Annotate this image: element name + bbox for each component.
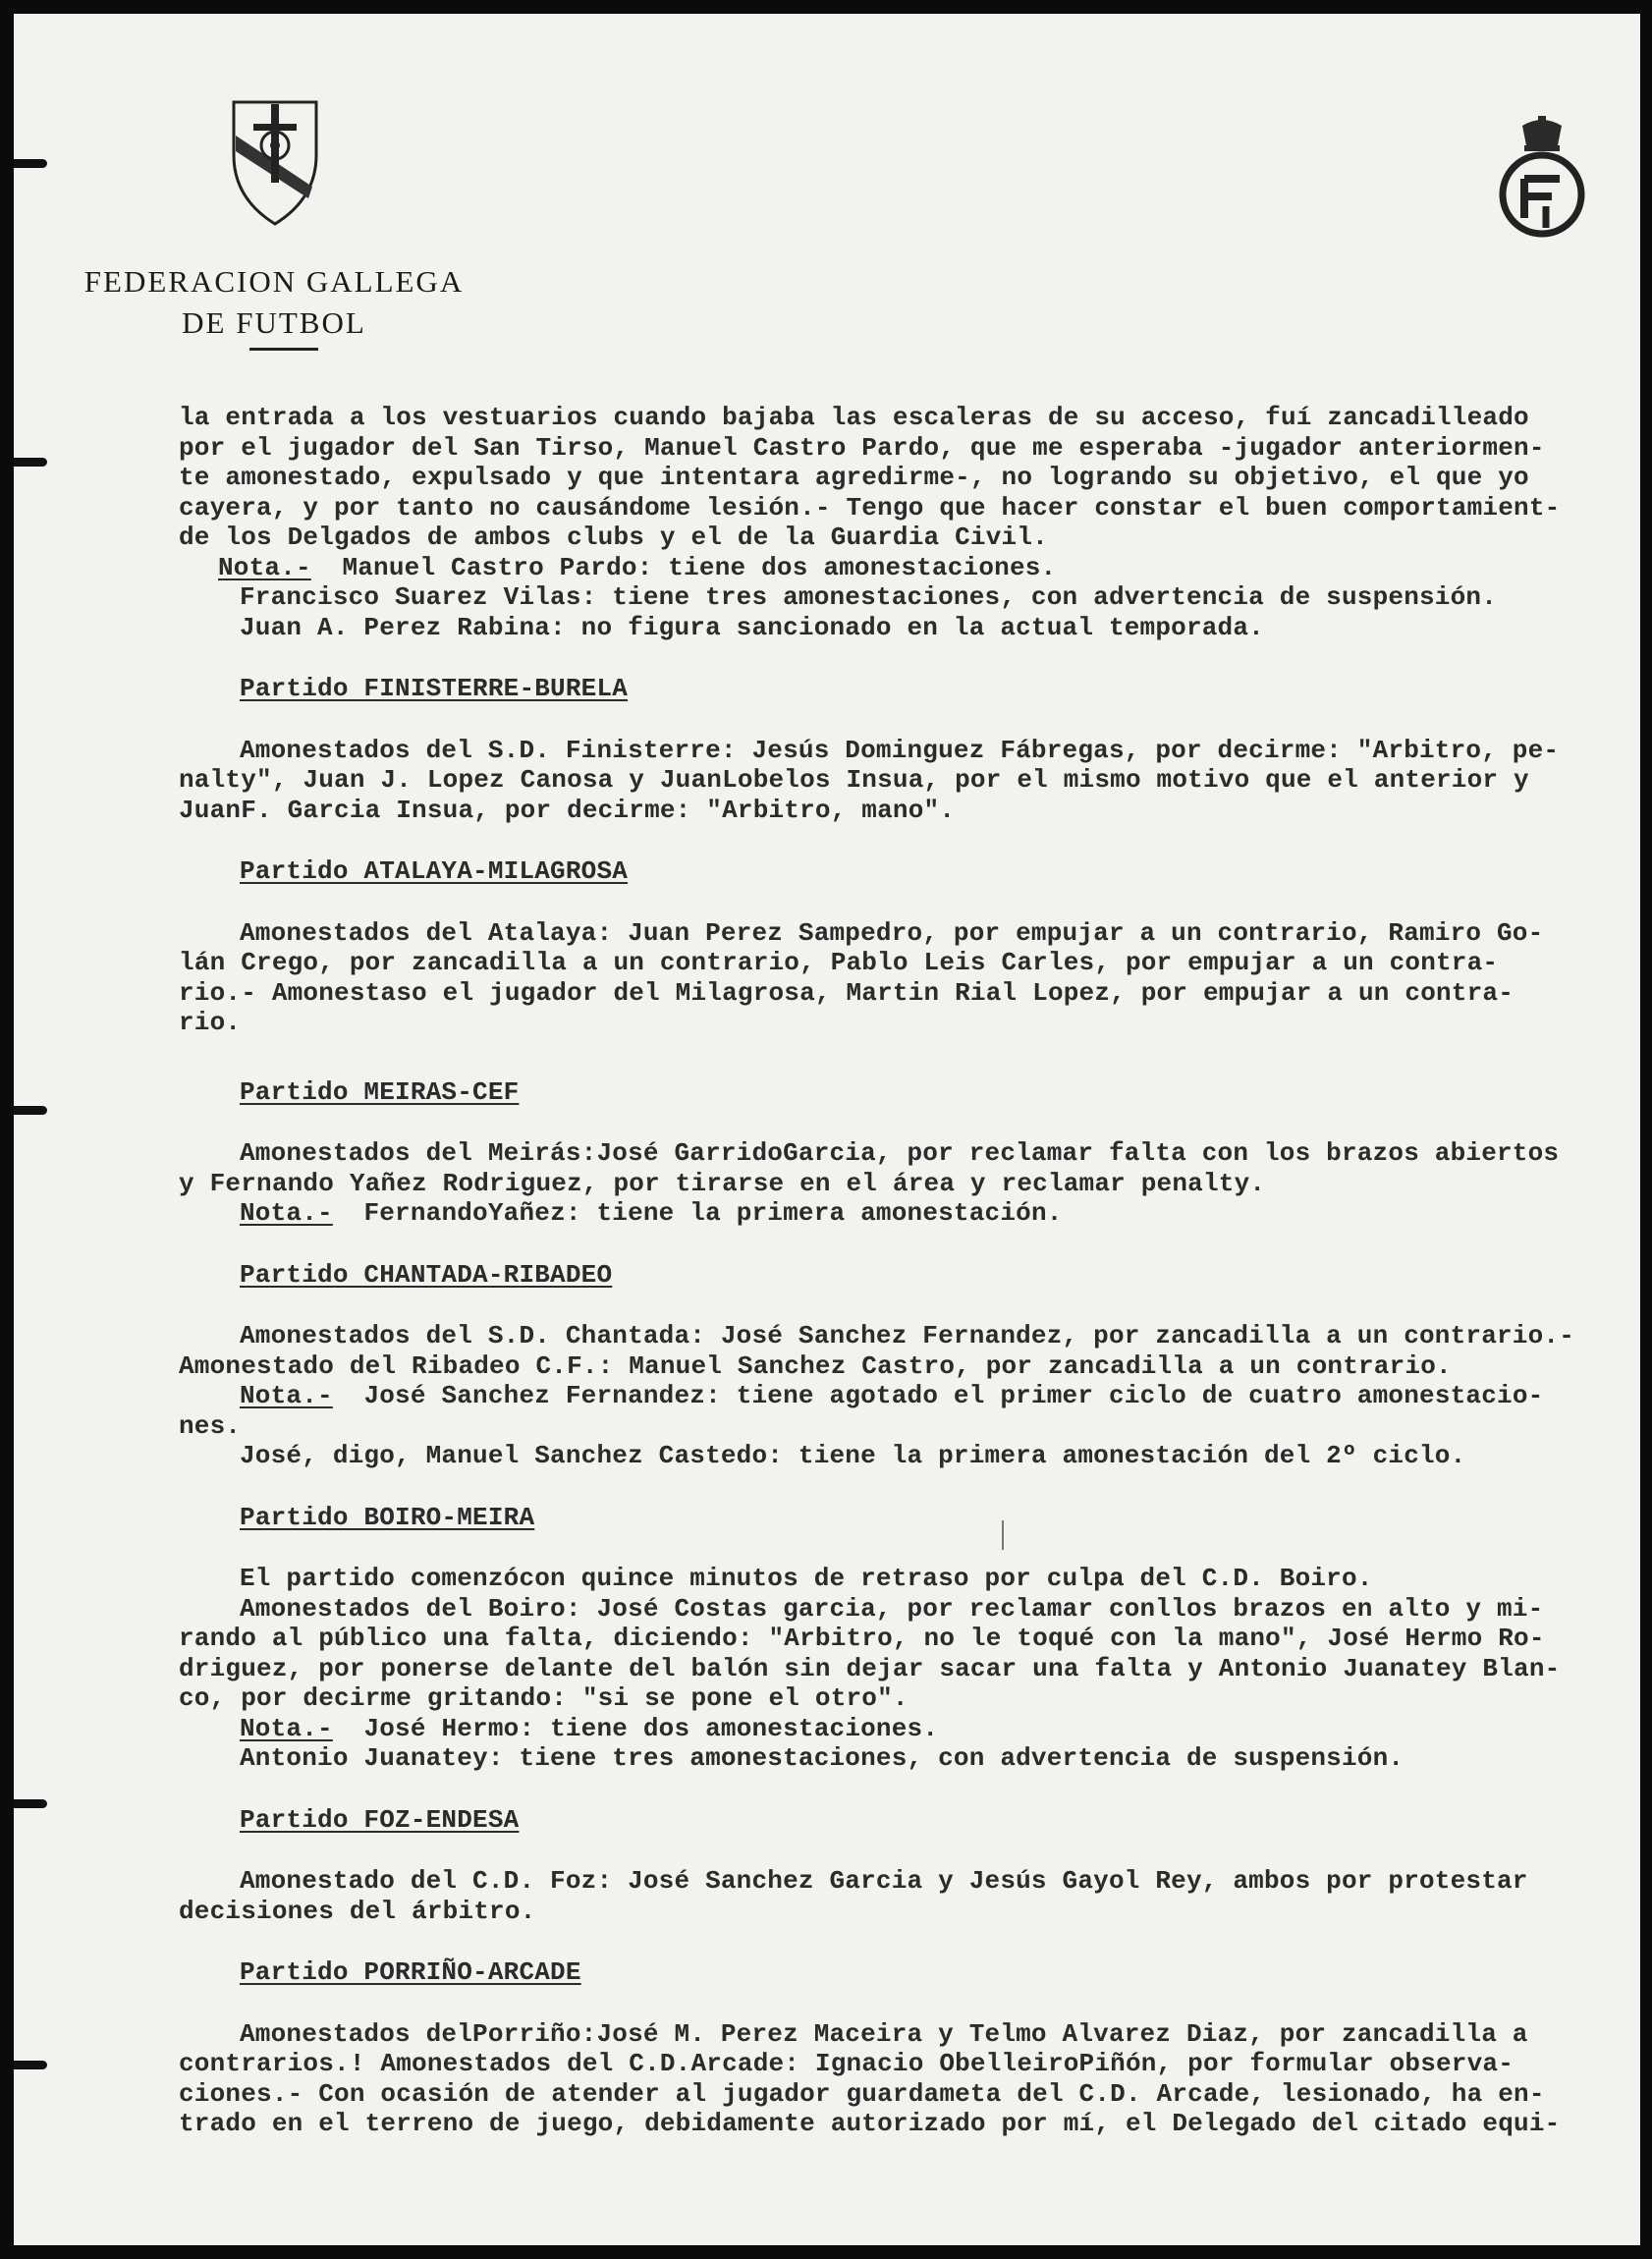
fef-crown-emblem bbox=[1495, 116, 1589, 242]
match-line: nalty", Juan J. Lopez Canosa y JuanLobelos Insua, por el mismo motivo que el anterior y bbox=[179, 765, 1529, 795]
federation-shield-logo bbox=[228, 96, 322, 230]
punch-hole bbox=[14, 1106, 47, 1115]
note-text: Manuel Castro Pardo: tiene dos amonestaciones. bbox=[342, 552, 1057, 582]
match-line: rio.- Amonestaso el jugador del Milagrosa, Martin Rial Lopez, por empujar a un contra- bbox=[179, 977, 1514, 1008]
note-label: Nota.- bbox=[218, 552, 311, 582]
match-heading-foz-endesa: Partido FOZ-ENDESA bbox=[240, 1804, 520, 1835]
match-line: trado en el terreno de juego, debidamente autorizado por mí, el Delegado del citado equi- bbox=[179, 2109, 1561, 2138]
match-line: Amonestados del Meirás:José GarridoGarcia, por reclamar falta con los brazos abiertos bbox=[240, 1138, 1560, 1168]
intro-note bbox=[179, 553, 1623, 583]
match-heading-finisterre-burela: Partido FINISTERRE-BURELA bbox=[240, 674, 629, 703]
note-text: FernandoYañez: tiene la primera amonestación. bbox=[363, 1198, 1063, 1228]
match-heading-porrino-arcade: Partido PORRIÑO-ARCADE bbox=[240, 1957, 581, 1987]
match-line: rando al público una falta, diciendo: "Arbitro, no le toqué con la mano", José Hermo Ro- bbox=[179, 1624, 1545, 1653]
intro-note-line: Juan A. Perez Rabina: no figura sancionado en la actual temporada. bbox=[240, 612, 1264, 642]
intro-line: cayera, y por tanto no causándome lesión.- Tengo que hacer constar el buen comportamient- bbox=[179, 492, 1561, 523]
match-heading-atalaya-milagrosa: Partido ATALAYA-MILAGROSA bbox=[240, 856, 629, 886]
intro-line: la entrada a los vestuarios cuando bajaba las escaleras de su acceso, fuí zancadilleado bbox=[179, 403, 1529, 432]
match-line: Amonestados del S.D. Chantada: José Sanchez Fernandez, por zancadilla a un contrario.- bbox=[240, 1321, 1575, 1350]
match-line: Amonestados delPorriño:José M. Perez Maceira y Telmo Alvarez Diaz, por zancadilla a bbox=[240, 2018, 1528, 2049]
intro-line: de los Delgados de ambos clubs y el de la Guardia Civil. bbox=[179, 523, 1048, 552]
match-note-line: José, digo, Manuel Sanchez Castedo: tiene la primera amonestación del 2º ciclo. bbox=[240, 1441, 1466, 1470]
match-line: lán Crego, por zancadilla a un contrario, Pablo Leis Carles, por empujar a un contra- bbox=[179, 948, 1499, 977]
note-label: Nota.- bbox=[240, 1198, 333, 1228]
federation-name bbox=[73, 261, 475, 344]
match-line: driguez, por ponerse delante del balón sin dejar sacar una falta y Antonio Juanatey Blan- bbox=[179, 1653, 1561, 1683]
match-line: JuanF. Garcia Insua, por decirme: "Arbitro, mano". bbox=[179, 795, 956, 825]
match-line: decisiones del árbitro. bbox=[179, 1896, 536, 1926]
punch-hole bbox=[14, 159, 47, 168]
match-line: y Fernando Yañez Rodriguez, por tirarse en el área y reclamar penalty. bbox=[179, 1168, 1266, 1198]
match-heading-chantada-ribadeo: Partido CHANTADA-RIBADEO bbox=[240, 1259, 613, 1290]
federation-name-line-1: FEDERACION GALLEGA bbox=[83, 264, 465, 299]
match-line: ciones.- Con ocasión de atender al jugador guardameta del C.D. Arcade, lesionado, ha en- bbox=[179, 2078, 1545, 2109]
match-line: contrarios.! Amonestados del C.D.Arcade: Ignacio ObelleiroPiñón, por formular observa- bbox=[179, 2049, 1514, 2078]
match-line: El partido comenzócon quince minutos de retraso por culpa del C.D. Boiro. bbox=[240, 1564, 1373, 1593]
match-line: Amonestados del Boiro: José Costas garcia, por reclamar conllos brazos en alto y mi- bbox=[240, 1593, 1544, 1624]
document-page bbox=[14, 14, 1640, 2245]
match-line: Amonestados del S.D. Finisterre: Jesús Dominguez Fábregas, por decirme: "Arbitro, pe- bbox=[240, 735, 1560, 765]
intro-note-line: Francisco Suarez Vilas: tiene tres amonestaciones, con advertencia de suspensión. bbox=[240, 582, 1498, 612]
match-note bbox=[179, 1381, 1623, 1411]
punch-hole bbox=[14, 1799, 47, 1808]
match-line: Amonestado del C.D. Foz: José Sanchez Garcia y Jesús Gayol Rey, ambos por protestar bbox=[240, 1866, 1528, 1896]
note-text: José Hermo: tiene dos amonestaciones. bbox=[363, 1713, 939, 1743]
match-note bbox=[179, 1714, 1623, 1744]
intro-line: te amonestado, expulsado y que intentara agredirme-, no logrando su objetivo, el que yo bbox=[179, 463, 1529, 492]
header-divider bbox=[249, 348, 318, 351]
punch-hole bbox=[14, 2061, 47, 2069]
note-label: Nota.- bbox=[240, 1381, 333, 1410]
match-note-line: nes. bbox=[179, 1410, 242, 1441]
match-heading-meiras-cef: Partido MEIRAS-CEF bbox=[240, 1076, 520, 1107]
match-note-line: Antonio Juanatey: tiene tres amonestaciones, con advertencia de suspensión. bbox=[240, 1743, 1404, 1773]
federation-name-line-2: DE FUTBOL bbox=[182, 305, 366, 340]
report-body bbox=[179, 403, 1623, 2139]
match-line: Amonestados del Atalaya: Juan Perez Sampedro, por empujar a un contrario, Ramiro Go- bbox=[240, 917, 1544, 948]
note-label: Nota.- bbox=[240, 1713, 333, 1743]
match-heading-boiro-meira: Partido BOIRO-MEIRA bbox=[240, 1502, 535, 1532]
match-line: co, por decirme gritando: "si se pone el otro". bbox=[179, 1683, 909, 1713]
intro-line: por el jugador del San Tirso, Manuel Castro Pardo, que me esperaba -jugador anteriormen- bbox=[179, 432, 1545, 463]
match-note bbox=[179, 1198, 1623, 1229]
punch-hole bbox=[14, 458, 47, 467]
note-text: José Sanchez Fernandez: tiene agotado el primer ciclo de cuatro amonestacio- bbox=[363, 1381, 1544, 1410]
match-line: rio. bbox=[179, 1008, 242, 1037]
match-line: Amonestado del Ribadeo C.F.: Manuel Sanchez Castro, por zancadilla a un contrario. bbox=[179, 1350, 1452, 1381]
